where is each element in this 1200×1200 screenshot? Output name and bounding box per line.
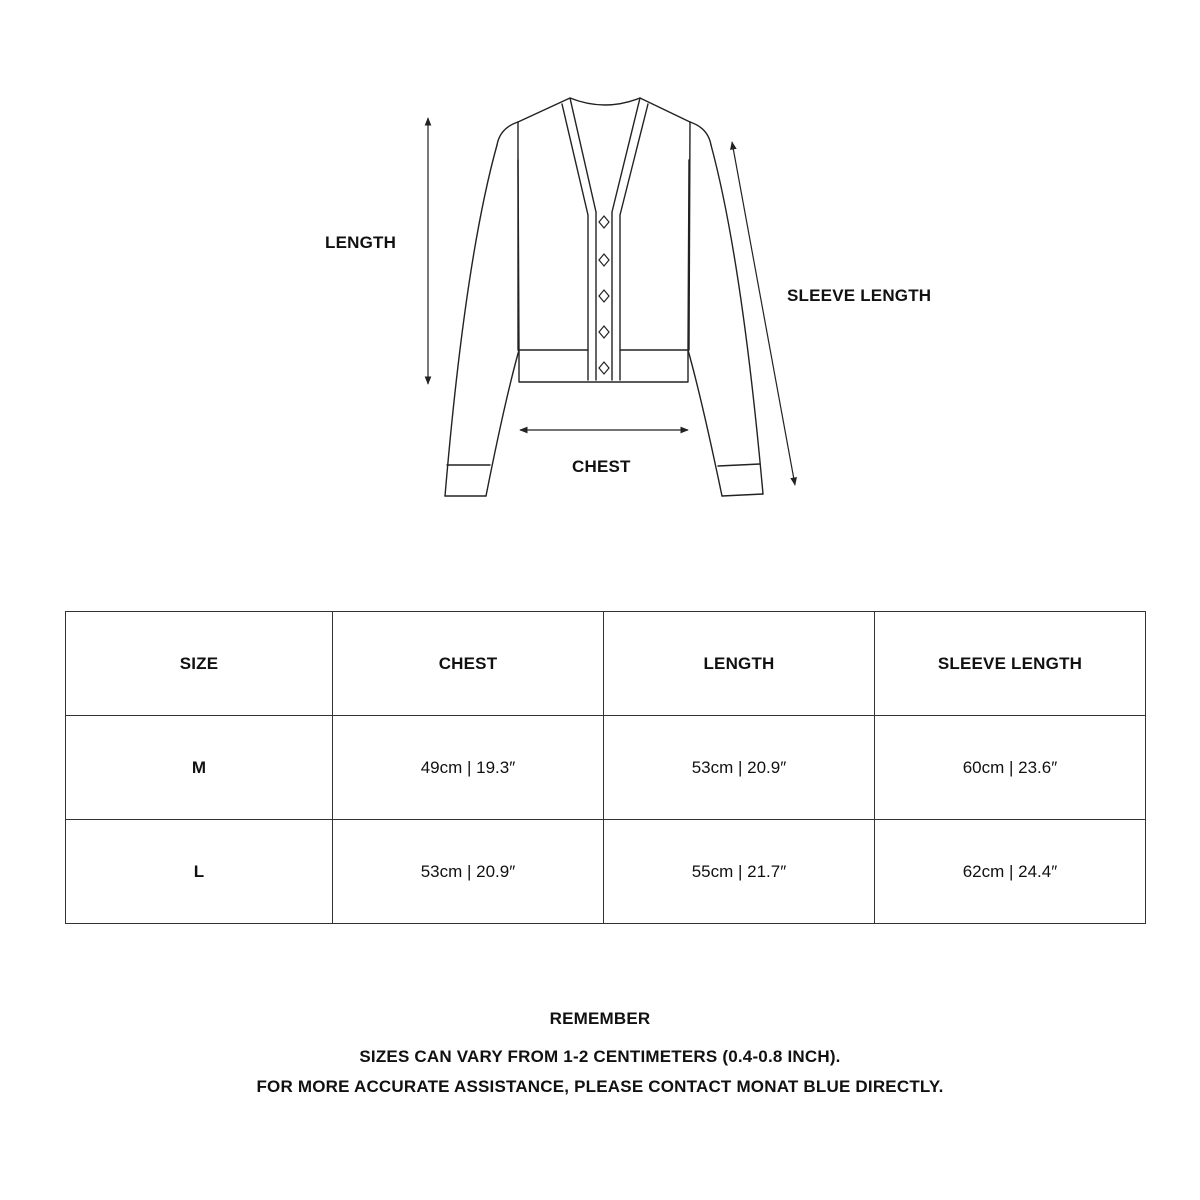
header-sleeve-length: SLEEVE LENGTH (875, 612, 1146, 716)
size-chart-table (65, 611, 1146, 924)
header-size: SIZE (66, 612, 333, 716)
sleeve-length-cell: 60cm | 23.6″ (875, 716, 1146, 820)
table-header-row (66, 612, 1146, 716)
measurement-diagram (0, 0, 1200, 560)
length-cell: 53cm | 20.9″ (604, 716, 875, 820)
size-cell: M (66, 716, 333, 820)
header-chest: CHEST (333, 612, 604, 716)
sleeve-length-cell: 62cm | 24.4″ (875, 820, 1146, 924)
size-cell: L (66, 820, 333, 924)
table-row (66, 716, 1146, 820)
buttons (599, 216, 609, 374)
length-label: LENGTH (325, 233, 397, 252)
note-line-contact: FOR MORE ACCURATE ASSISTANCE, PLEASE CONTACT MONAT BLUE DIRECTLY. (256, 1077, 944, 1096)
table-row (66, 820, 1146, 924)
length-cell: 55cm | 21.7″ (604, 820, 875, 924)
chest-cell: 53cm | 20.9″ (333, 820, 604, 924)
header-length: LENGTH (604, 612, 875, 716)
note-line-sizes: SIZES CAN VARY FROM 1-2 CENTIMETERS (0.4-0.8 INCH). (359, 1047, 841, 1066)
sleeve-length-label: SLEEVE LENGTH (787, 286, 932, 305)
sleeve-length-arrow (732, 142, 795, 485)
note-title: REMEMBER (549, 1009, 651, 1028)
chest-cell: 49cm | 19.3″ (333, 716, 604, 820)
chest-label: CHEST (572, 457, 631, 476)
